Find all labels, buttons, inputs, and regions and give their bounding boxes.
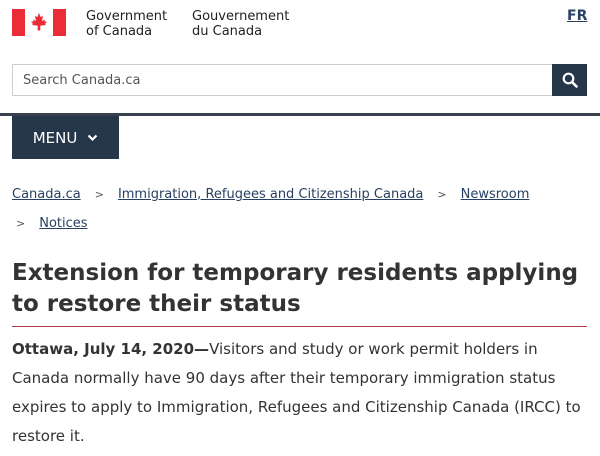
article-dateline: Ottawa, July 14, 2020—	[12, 340, 210, 358]
chevron-down-icon	[87, 134, 98, 142]
government-of-canada-wordmark-en	[86, 9, 167, 39]
title-underline	[12, 326, 587, 327]
breadcrumb-separator: >	[16, 217, 26, 230]
search-bar	[12, 64, 587, 96]
site-header	[0, 0, 600, 62]
breadcrumb-separator: >	[437, 188, 447, 201]
breadcrumb-row	[12, 180, 592, 209]
menu-label: MENU	[32, 128, 78, 147]
page-title: Extension for temporary residents applying to restore their status	[12, 260, 579, 317]
search-icon	[562, 72, 578, 88]
gov-fr-line2: du Canada	[192, 24, 263, 39]
search-button[interactable]	[552, 64, 587, 96]
menu-button[interactable]	[12, 116, 119, 159]
breadcrumb-row	[12, 209, 592, 238]
breadcrumb-separator: >	[94, 188, 104, 201]
breadcrumb-link-ircc[interactable]: Immigration, Refugees and Citizenship Canada	[117, 187, 424, 202]
search-input[interactable]	[12, 64, 552, 96]
breadcrumb-link-canada[interactable]: Canada.ca	[12, 187, 81, 202]
government-of-canada-wordmark-fr	[192, 9, 289, 39]
breadcrumb-link-newsroom[interactable]: Newsroom	[460, 187, 530, 202]
gov-fr-line1: Gouvernement	[192, 9, 290, 24]
canada-flag-icon[interactable]	[12, 9, 66, 36]
breadcrumb	[12, 180, 592, 238]
article-lede	[12, 335, 590, 451]
gov-en-line1: Government	[86, 9, 168, 24]
breadcrumb-link-notices[interactable]: Notices	[39, 216, 88, 231]
article-lede-text: Visitors and study or work permit holders in Canada normally have 90 days after their temporary immigration status expires to apply to Immigration, Refugees and Citizenship Canada (IRCC) to restore it.	[12, 340, 581, 445]
language-toggle-link[interactable]: FR	[567, 8, 588, 24]
gov-en-line2: of Canada	[86, 24, 153, 39]
